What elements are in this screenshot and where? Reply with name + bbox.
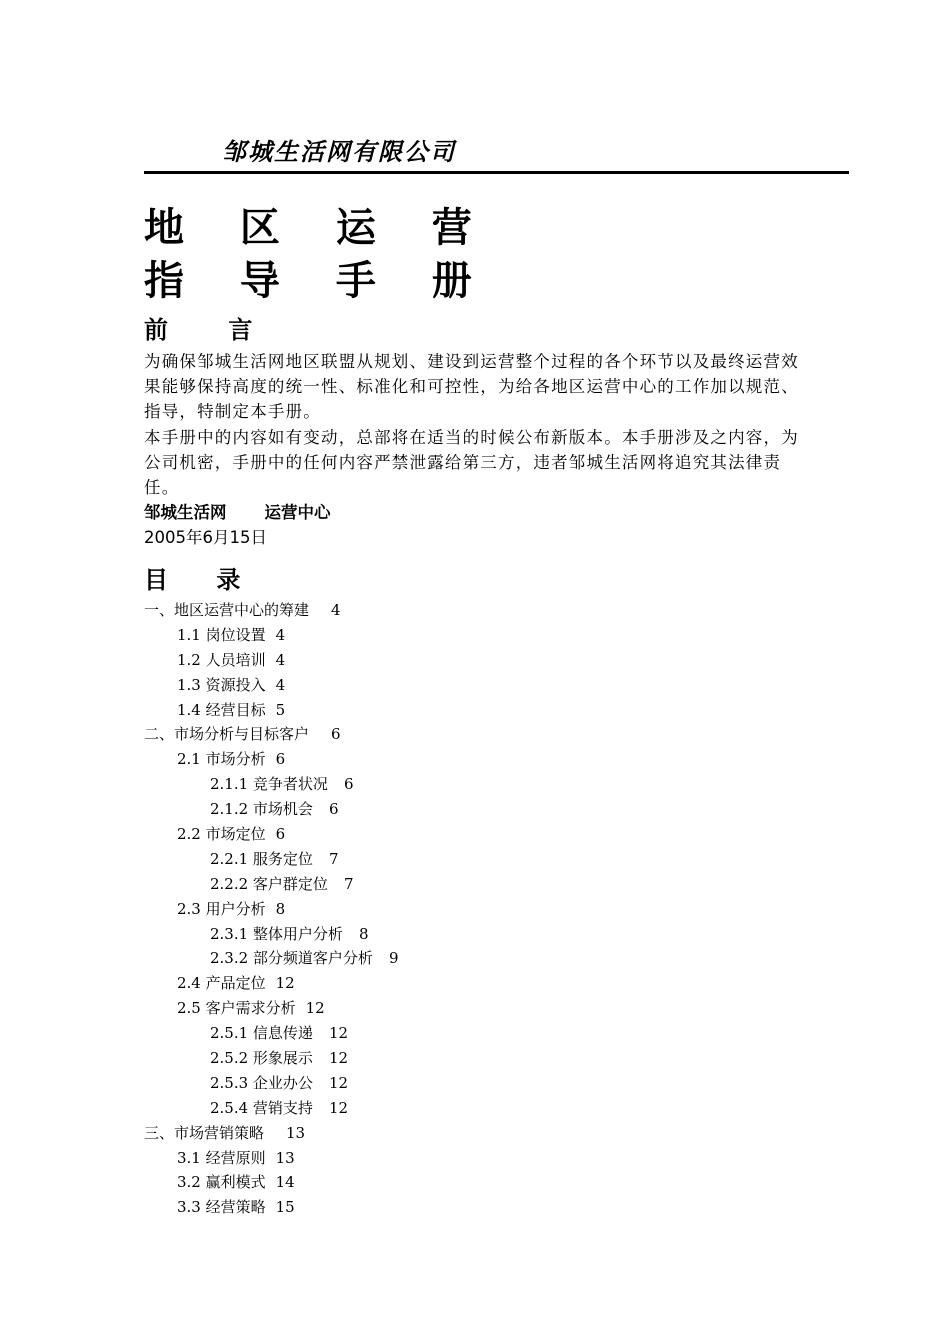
toc-entry[interactable] bbox=[144, 772, 744, 797]
toc-entry-page: 12 bbox=[328, 1049, 349, 1068]
toc-entry-page: 13 bbox=[275, 1148, 295, 1167]
signature-dept: 运营中心 bbox=[264, 503, 331, 522]
header-rule bbox=[144, 171, 849, 174]
toc-entry-title: 1.4 经营目标 bbox=[177, 700, 266, 719]
toc-entry[interactable] bbox=[144, 822, 744, 847]
toc-entry-title: 一、地区运营中心的筹建 bbox=[144, 601, 310, 619]
toc-entry[interactable] bbox=[144, 797, 744, 822]
toc-entry-page: 4 bbox=[275, 675, 286, 694]
document-title-line2: 指 导 手 册 bbox=[144, 258, 493, 304]
toc-entry[interactable] bbox=[144, 623, 744, 648]
toc-entry-page: 12 bbox=[328, 1024, 349, 1043]
toc-entry[interactable] bbox=[144, 1021, 744, 1046]
toc-entry[interactable] bbox=[144, 946, 744, 971]
toc-entry[interactable] bbox=[144, 1096, 744, 1121]
toc-entry-title: 2.5.2 形象展示 bbox=[210, 1049, 313, 1068]
signature-org: 邹城生活网 bbox=[144, 503, 227, 522]
toc-entry-page: 6 bbox=[343, 775, 354, 794]
toc-entry[interactable] bbox=[144, 996, 744, 1021]
toc-entry-page: 8 bbox=[358, 924, 369, 943]
toc-entry-title: 2.5.4 营销支持 bbox=[210, 1098, 313, 1117]
toc-entry-page: 6 bbox=[275, 825, 286, 844]
toc-entry-title: 2.3.1 整体用户分析 bbox=[210, 924, 343, 943]
toc-entry-title: 2.3 用户分析 bbox=[177, 899, 266, 918]
toc-entry[interactable] bbox=[144, 648, 744, 673]
toc-entry[interactable] bbox=[144, 1071, 744, 1096]
toc-entry-page: 6 bbox=[328, 800, 339, 819]
toc-entry-title: 1.2 人员培训 bbox=[177, 650, 266, 669]
toc-entry[interactable] bbox=[144, 971, 744, 996]
toc-entry-title: 3.3 经营策略 bbox=[177, 1198, 266, 1217]
toc-entry-page: 12 bbox=[275, 974, 295, 993]
company-name: 邹城生活网有限公司 bbox=[222, 138, 456, 166]
toc-entry-title: 2.1 市场分析 bbox=[177, 750, 266, 769]
toc-entry-title: 3.1 经营原则 bbox=[177, 1148, 266, 1167]
toc-entry-title: 2.2 市场定位 bbox=[177, 825, 266, 844]
toc-entry-title: 二、市场分析与目标客户 bbox=[144, 725, 310, 744]
toc-entry[interactable] bbox=[144, 722, 744, 747]
toc-entry-page: 4 bbox=[275, 625, 286, 644]
toc-entry-page: 7 bbox=[328, 849, 339, 868]
preface-date: 2005年6月15日 bbox=[144, 528, 267, 547]
toc-entry[interactable] bbox=[144, 1146, 744, 1171]
toc-entry-page: 14 bbox=[275, 1173, 295, 1192]
toc-entry[interactable] bbox=[144, 847, 744, 872]
toc-entry-page: 8 bbox=[275, 899, 286, 918]
toc-entry-page: 7 bbox=[343, 874, 354, 893]
toc-entry-title: 1.3 资源投入 bbox=[177, 675, 266, 694]
toc-entry-title: 2.5 客户需求分析 bbox=[177, 999, 296, 1018]
table-of-contents bbox=[144, 598, 744, 1220]
toc-entry-title: 2.3.2 部分频道客户分析 bbox=[210, 949, 373, 968]
toc-entry-title: 1.1 岗位设置 bbox=[177, 625, 266, 644]
preface-heading: 前 言 bbox=[144, 316, 279, 344]
toc-entry[interactable] bbox=[144, 1046, 744, 1071]
toc-entry-title: 2.4 产品定位 bbox=[177, 974, 266, 993]
toc-entry[interactable] bbox=[144, 872, 744, 897]
toc-entry[interactable] bbox=[144, 1170, 744, 1195]
toc-entry-title: 三、市场营销策略 bbox=[144, 1123, 265, 1142]
signature bbox=[144, 500, 331, 525]
toc-entry-page: 12 bbox=[305, 999, 325, 1018]
toc-entry-title: 2.1.1 竞争者状况 bbox=[210, 775, 328, 794]
toc-entry[interactable] bbox=[144, 922, 744, 947]
preface-paragraph-1: 为确保邹城生活网地区联盟从规划、建设到运营整个过程的各个环节以及最终运营效果能够保持高度的统一性、标准化和可控性，为给各地区运营中心的工作加以规范、指导，特制定本手册。 bbox=[144, 352, 799, 421]
toc-entry-page: 12 bbox=[328, 1098, 349, 1117]
toc-entry[interactable] bbox=[144, 673, 744, 698]
toc-entry-title: 2.5.1 信息传递 bbox=[210, 1024, 313, 1043]
toc-entry-title: 2.2.1 服务定位 bbox=[210, 849, 313, 868]
toc-entry-title: 3.2 赢利模式 bbox=[177, 1173, 266, 1192]
toc-entry-page: 6 bbox=[275, 750, 286, 769]
toc-entry-page: 4 bbox=[275, 650, 286, 669]
toc-entry-page: 13 bbox=[286, 1123, 306, 1142]
toc-entry-page: 9 bbox=[388, 949, 399, 968]
preface-paragraph-2: 本手册中的内容如有变动，总部将在适当的时候公布新版本。本手册涉及之内容，为公司机密，手册中的任何内容严禁泄露给第三方，违者邹城生活网将追究其法律责任。 bbox=[144, 428, 799, 497]
toc-entry-title: 2.5.3 企业办公 bbox=[210, 1073, 313, 1092]
toc-entry-title: 2.1.2 市场机会 bbox=[210, 800, 313, 819]
toc-entry-page: 5 bbox=[275, 700, 286, 719]
toc-heading: 目 录 bbox=[144, 566, 261, 594]
toc-entry[interactable] bbox=[144, 1121, 744, 1146]
toc-entry-page: 4 bbox=[331, 601, 341, 619]
toc-entry-title: 2.2.2 客户群定位 bbox=[210, 874, 328, 893]
toc-entry-page: 15 bbox=[275, 1198, 295, 1217]
document-title-line1: 地 区 运 营 bbox=[144, 205, 493, 251]
toc-entry-page: 12 bbox=[328, 1073, 349, 1092]
toc-entry[interactable] bbox=[144, 897, 744, 922]
toc-entry[interactable] bbox=[144, 747, 744, 772]
toc-entry[interactable] bbox=[144, 698, 744, 723]
toc-entry[interactable] bbox=[144, 598, 744, 623]
toc-entry-page: 6 bbox=[331, 725, 341, 744]
toc-entry[interactable] bbox=[144, 1195, 744, 1220]
